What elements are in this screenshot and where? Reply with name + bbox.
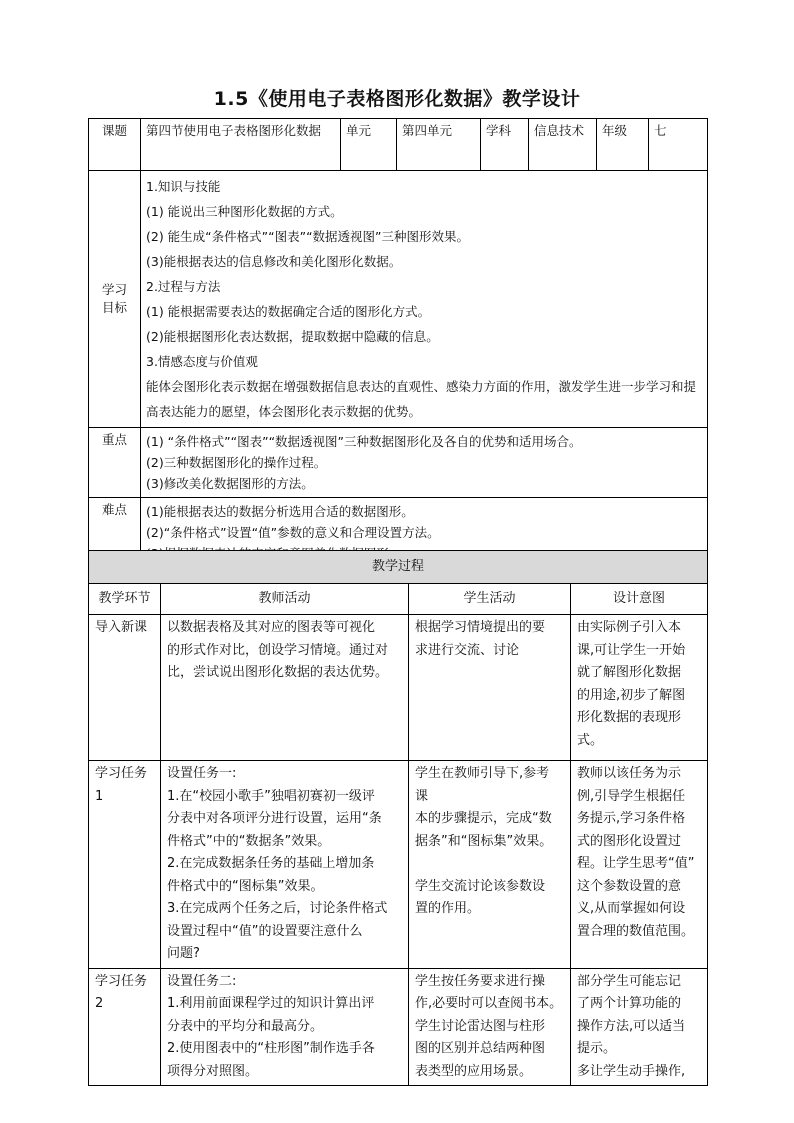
- intent-line: 形化数据的表现形: [577, 710, 682, 725]
- process-table: [88, 550, 708, 1086]
- intent-line: 部分学生可能忘记: [577, 973, 682, 989]
- objectives-label: [89, 171, 141, 428]
- objective-heading-process: 2.过程与方法: [146, 279, 221, 294]
- student-line: 表类型的应用场景。: [415, 1063, 533, 1079]
- stage-line: 2: [95, 996, 104, 1011]
- teacher-line: 1.在“校园小歌手”独唱初赛初一级评: [167, 788, 375, 804]
- header-student: 学生活动: [409, 584, 571, 615]
- teacher-line: 以数据表格及其对应的图表等可视化: [167, 620, 376, 635]
- intent-line: 程。让学生思考“值”: [577, 856, 695, 871]
- teacher-line: 分表中对各项评分进行设置，运用“条: [167, 811, 382, 826]
- student-cell: [409, 615, 571, 761]
- student-line: 图的区别并总结两种图: [415, 1041, 546, 1056]
- student-line: 学生交流讨论该参数设: [415, 878, 546, 894]
- teacher-line: 设置任务二:: [167, 973, 237, 989]
- intent-line: 置合理的数值范围。: [577, 923, 695, 939]
- info-row: [89, 119, 708, 171]
- key-point-item: (2)三种数据图形化的操作过程。: [146, 455, 327, 470]
- stage-cell: [89, 761, 161, 969]
- process-header-row: [89, 584, 708, 615]
- stage-line: 1: [95, 788, 104, 804]
- subject-label: 学科: [481, 119, 529, 171]
- key-point-item: (1) “条件格式”“图表”“数据透视图”三种数据图形化及各自的优势和适用场合。: [146, 434, 582, 449]
- intent-cell: [571, 968, 708, 1086]
- teacher-line: 问题?: [167, 946, 200, 961]
- document-title: 1.5《使用电子表格图形化数据》教学设计: [213, 88, 581, 110]
- process-banner-row: [89, 551, 708, 584]
- intent-line: 务提示,学习条件格: [577, 811, 686, 826]
- student-line: 作,必要时可以查阅书本。: [415, 996, 563, 1011]
- intent-line: 这个参数设置的意: [577, 878, 682, 894]
- intent-line: 教师以该任务为示: [577, 766, 682, 781]
- info-table: [88, 118, 708, 568]
- student-line: 求进行交流、讨论: [415, 642, 520, 658]
- course-label: 课题: [89, 119, 141, 171]
- student-line: [415, 853, 564, 876]
- difficulty-item: (2)“条件格式”设置“值”参数的意义和合理设置方法。: [146, 525, 440, 540]
- teacher-cell: [161, 761, 409, 969]
- student-line: 置的作用。: [415, 901, 481, 916]
- objective-heading-attitude: 3.情感态度与价值观: [146, 354, 258, 369]
- teacher-line: 项得分对照图。: [167, 1063, 259, 1079]
- student-line: 本的步骤提示，完成“数: [415, 811, 552, 826]
- student-line: 学生讨论雷达图与柱形: [415, 1018, 546, 1034]
- subject-value: 信息技术: [529, 119, 597, 171]
- intent-line: 式的图形化设置过: [577, 833, 682, 849]
- teacher-line: 设置任务一:: [167, 766, 237, 781]
- unit-value: 第四单元: [397, 119, 481, 171]
- teacher-line: 比，尝试说出图形化数据的表达优势。: [167, 665, 389, 680]
- objective-item: (1) 能根据需要表达的数据确定合适的图形化方式。: [146, 304, 431, 319]
- intent-line: 操作方法,可以适当: [577, 1018, 686, 1034]
- intent-line: 由实际例子引入本: [577, 620, 682, 635]
- key-point-item: (3)修改美化数据图形的方法。: [146, 476, 314, 491]
- student-line: 学生按任务要求进行操: [415, 973, 546, 989]
- teacher-line: 2.在完成数据条任务的基础上增加条: [167, 856, 375, 871]
- stage-line: 导入新课: [95, 620, 148, 635]
- teacher-cell: [161, 968, 409, 1086]
- stage-line: 学习任务: [95, 973, 148, 989]
- student-line: 据条”和“图标集”效果。: [415, 833, 553, 849]
- objective-item: (1) 能说出三种图形化数据的方式。: [146, 204, 343, 219]
- grade-label: 年级: [597, 119, 649, 171]
- objectives-label-line-2: 目标: [101, 300, 127, 315]
- student-cell: [409, 968, 571, 1086]
- objective-heading-knowledge: 1.知识与技能: [146, 179, 221, 194]
- teacher-line: 3.在完成两个任务之后，讨论条件格式: [167, 901, 388, 916]
- stage-cell: [89, 615, 161, 761]
- key-points-row: [89, 428, 708, 498]
- process-row-task-1: [89, 761, 708, 969]
- intent-line: 课,可让学生一开始: [577, 642, 686, 658]
- student-cell: [409, 761, 571, 969]
- intent-line: 就了解图形化数据: [577, 665, 682, 680]
- teacher-line: 1.利用前面课程学过的知识计算出评: [167, 996, 375, 1011]
- header-stage: 教学环节: [89, 584, 161, 615]
- difficulties-label: 难点: [89, 498, 141, 568]
- grade-value: 七: [649, 119, 708, 171]
- objectives-row: [89, 171, 708, 428]
- intent-line: 式。: [577, 732, 604, 748]
- process-row-intro: [89, 615, 708, 761]
- teacher-cell: [161, 615, 409, 761]
- teacher-line: 的形式作对比，创设学习情境。通过对: [167, 642, 389, 658]
- intent-line: 提示。: [577, 1041, 617, 1056]
- intent-cell: [571, 761, 708, 969]
- header-intent: 设计意图: [571, 584, 708, 615]
- key-points-content: [141, 428, 708, 498]
- teacher-line: 件格式”中的“数据条”效果。: [167, 833, 331, 849]
- header-teacher: 教师活动: [161, 584, 409, 615]
- difficulty-item: (1)能根据表达的数据分析选用合适的数据图形。: [146, 504, 414, 519]
- stage-line: 学习任务: [95, 766, 148, 781]
- objectives-label-line-1: 学习: [101, 282, 127, 297]
- teacher-line: 分表中的平均分和最高分。: [167, 1018, 324, 1034]
- teacher-line: 设置过程中“值”的设置要注意什么: [167, 923, 363, 939]
- objective-item: (2) 能生成“条件格式”“图表”“数据透视图”三种图形效果。: [146, 229, 470, 244]
- student-line: 学生在教师引导下,参考: [415, 766, 550, 781]
- teacher-line: 件格式中的“图标集”效果。: [167, 878, 324, 894]
- stage-cell: [89, 968, 161, 1086]
- student-line: 课: [415, 788, 429, 804]
- intent-line: 多让学生动手操作,: [577, 1063, 686, 1079]
- intent-line: 的用途,初步了解图: [577, 687, 686, 703]
- objectives-content: [141, 171, 708, 428]
- objective-item: (3)能根据表达的信息修改和美化图形化数据。: [146, 254, 402, 269]
- intent-line: 例,引导学生根据任: [577, 788, 686, 804]
- teacher-line: 2.使用图表中的“柱形图”制作选手各: [167, 1041, 375, 1056]
- objective-paragraph: 能体会图形化表示数据在增强数据信息表达的直观性、感染力方面的作用，激发学生进一步学习和提高表达能力的愿望，体会图形化表示数据的优势。: [146, 379, 697, 419]
- course-value: 第四节使用电子表格图形化数据: [141, 119, 341, 171]
- intent-line: 了两个计算功能的: [577, 996, 682, 1011]
- objective-item: (2)能根据图形化表达数据，提取数据中隐藏的信息。: [146, 329, 439, 344]
- intent-line: 义,从而掌握如何设: [577, 901, 686, 916]
- student-line: 根据学习情境提出的要: [415, 620, 546, 635]
- process-banner: 教学过程: [89, 551, 708, 584]
- key-points-label: 重点: [89, 428, 141, 498]
- intent-cell: [571, 615, 708, 761]
- process-row-task-2: [89, 968, 708, 1086]
- unit-label: 单元: [341, 119, 397, 171]
